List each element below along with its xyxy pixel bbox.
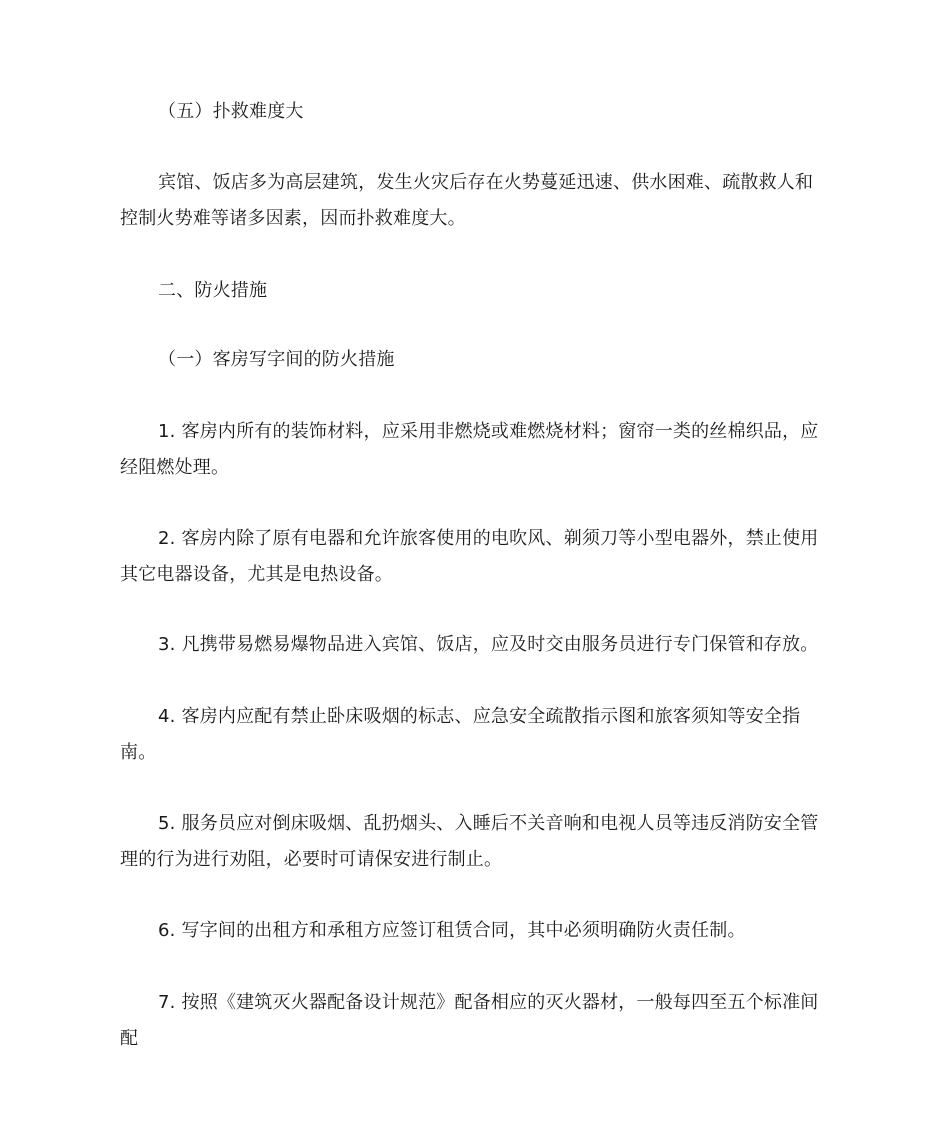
list-item-7: 7. 按照《建筑灭火器配备设计规范》配备相应的灭火器材，一般每四至五个标准间配 [120, 992, 819, 1049]
list-item-5: 5. 服务员应对倒床吸烟、乱扔烟头、入睡后不关音响和电视人员等违反消防安全管理的行为进行劝阻，必要时可请保安进行制止。 [120, 813, 819, 870]
list-item-2: 2. 客房内除了原有电器和允许旅客使用的电吹风、剃须刀等小型电器外，禁止使用其它电器设备，尤其是电热设备。 [120, 528, 819, 585]
list-item-3: 3. 凡携带易燃易爆物品进入宾馆、饭店，应及时交由服务员进行专门保管和存放。 [158, 634, 819, 655]
section-heading-fire-prevention: 二、防火措施 [158, 280, 268, 301]
paragraph-difficulty: 宾馆、饭店多为高层建筑，发生火灾后存在火势蔓延迅速、供水困难、疏散救人和控制火势难等诸多因素，因而扑救难度大。 [120, 172, 814, 229]
list-item-4: 4. 客房内应配有禁止卧床吸烟的标志、应急安全疏散指示图和旅客须知等安全指南。 [120, 706, 801, 763]
list-item-1: 1. 客房内所有的装饰材料，应采用非燃烧或难燃烧材料；窗帘一类的丝棉织品，应经阻燃处理。 [120, 421, 819, 478]
section-heading-difficulty: （五）扑救难度大 [158, 101, 304, 122]
list-item-6: 6. 写字间的出租方和承租方应签订租赁合同，其中必须明确防火责任制。 [158, 920, 746, 941]
subsection-heading-guestroom: （一）客房写字间的防火措施 [158, 349, 395, 370]
